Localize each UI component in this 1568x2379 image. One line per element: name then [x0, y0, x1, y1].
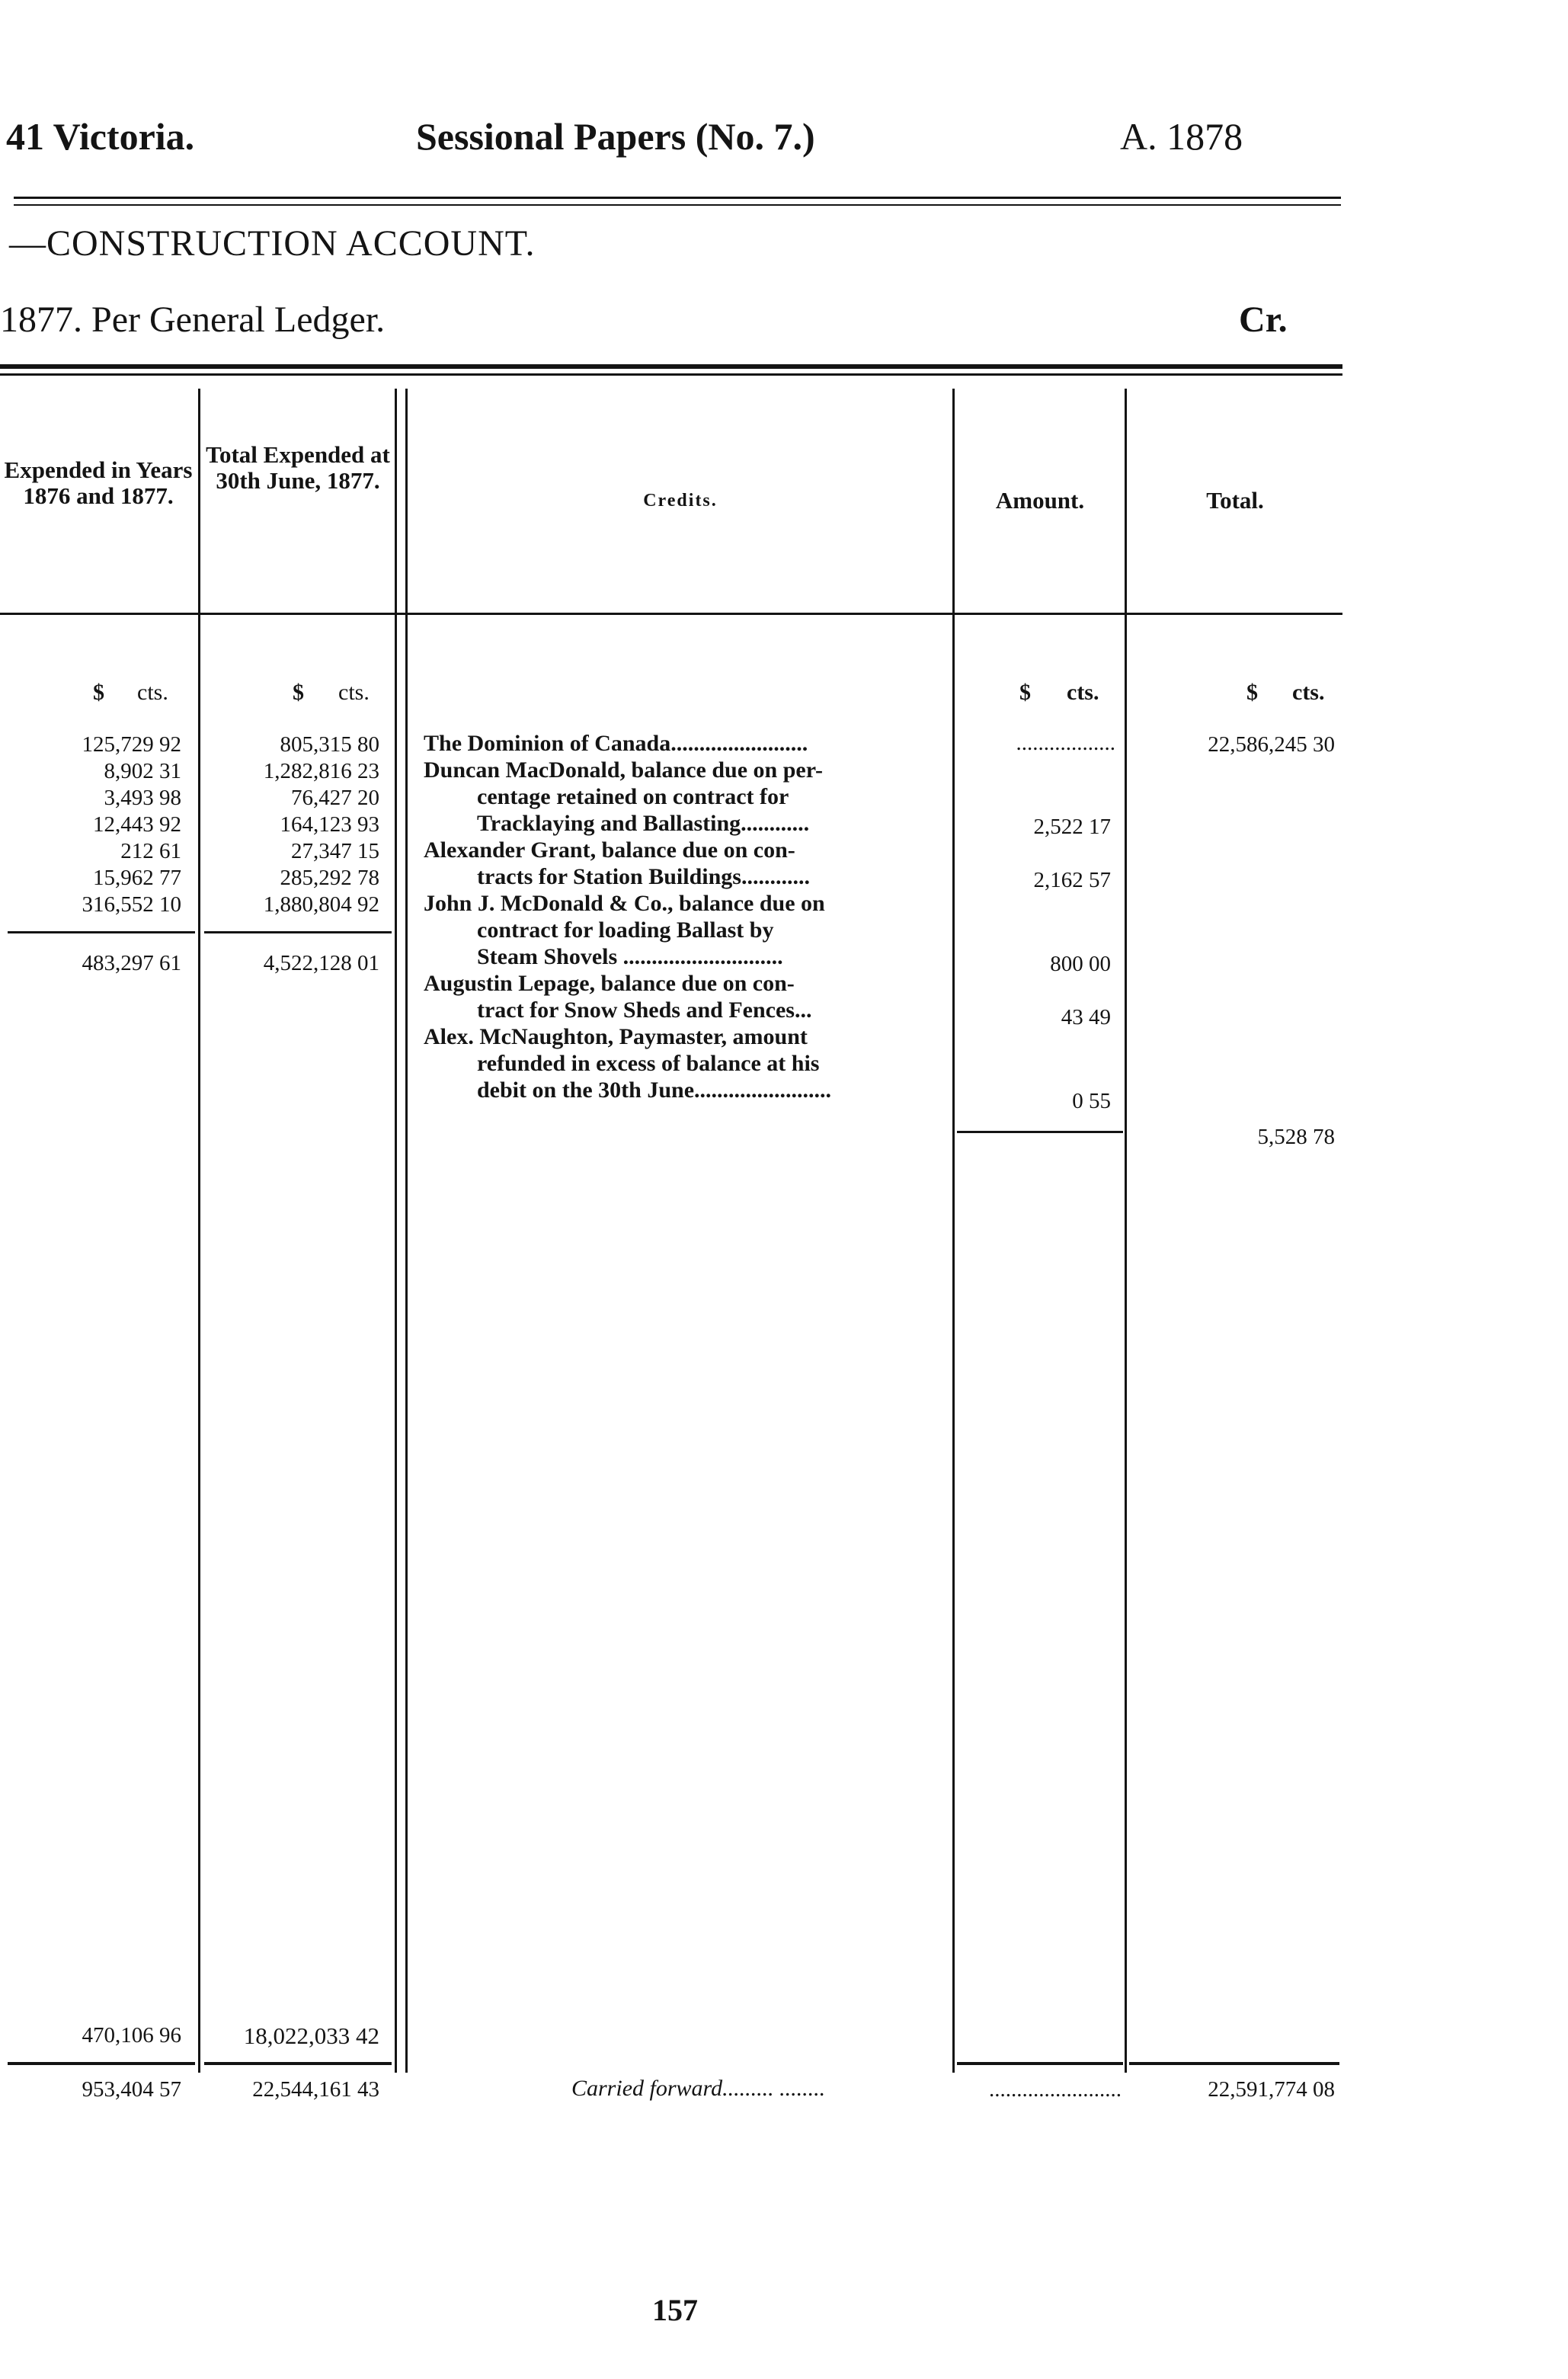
- amount-mcnaughton: 0 55: [1072, 1089, 1111, 1113]
- credit-side-label: Cr.: [1239, 299, 1288, 340]
- title-rule-thin: [0, 373, 1342, 376]
- header-left: 41 Victoria.: [6, 115, 195, 158]
- header-bottom-rule: [0, 613, 1342, 615]
- expended-value: 8,902 31: [104, 759, 181, 783]
- credit-line: tracts for Station Buildings............: [477, 864, 810, 889]
- ledger-subheading: 1877. Per General Ledger.: [0, 299, 386, 340]
- total-expended-value: 164,123 93: [280, 812, 379, 837]
- col-header-credits: Credits.: [643, 491, 718, 511]
- credit-line: debit on the 30th June........................: [477, 1077, 832, 1103]
- dollar-sign: $: [93, 680, 104, 705]
- total-expended-value: 27,347 15: [291, 839, 379, 863]
- credit-line: John J. McDonald & Co., balance due on: [424, 891, 825, 916]
- header-center: Sessional Papers (No. 7.): [416, 115, 815, 158]
- bottom-rule: [8, 2062, 195, 2065]
- credit-line: tract for Snow Sheds and Fences...: [477, 997, 812, 1023]
- column-rule: [198, 389, 200, 2073]
- title-rule: [0, 364, 1342, 369]
- amount-subtotal-rule: [957, 1131, 1123, 1133]
- expended-subtotal-rule: [8, 931, 195, 933]
- expended-value: 15,962 77: [93, 866, 181, 890]
- amount-mcdonald-co: 800 00: [1050, 952, 1111, 976]
- page-number: 157: [652, 2293, 698, 2327]
- expended-value: 3,493 98: [104, 786, 181, 810]
- expended-value: 316,552 10: [82, 892, 181, 917]
- total-expended-values: [201, 732, 379, 918]
- credit-line: refunded in excess of balance at his: [477, 1051, 820, 1076]
- expended-carried-forward: 953,404 57: [82, 2077, 181, 2102]
- grand-total-carried-forward: 22,591,774 08: [1208, 2077, 1335, 2102]
- expended-value: 125,729 92: [82, 732, 181, 757]
- dollar-sign: $: [293, 680, 304, 705]
- amount-lepage: 43 49: [1061, 1005, 1111, 1029]
- column-rule: [395, 389, 397, 2073]
- total-expended-value: 76,427 20: [291, 786, 379, 810]
- credit-line: contract for loading Ballast by: [477, 917, 774, 943]
- expended-values: [0, 732, 181, 918]
- cents-label: cts.: [137, 680, 168, 705]
- total-expended-subtotal: 4,522,128 01: [263, 951, 379, 975]
- column-rule: [405, 389, 408, 2073]
- total-expended-value: 1,880,804 92: [263, 892, 379, 917]
- column-rule: [1125, 389, 1127, 2073]
- amount-carried-forward: ........................: [989, 2077, 1122, 2102]
- expended-value: 12,443 92: [93, 812, 181, 837]
- credit-line: Duncan MacDonald, balance due on per-: [424, 757, 823, 783]
- credit-line: Alex. McNaughton, Paymaster, amount: [424, 1024, 808, 1049]
- credit-line: Tracklaying and Ballasting............: [477, 811, 810, 836]
- col-header-total-expended: Total Expended at 30th June, 1877.: [206, 441, 390, 494]
- col-header-amount: Amount.: [995, 487, 1085, 514]
- total-expended-value: 805,315 80: [280, 732, 379, 757]
- amount-grant: 2,162 57: [1033, 868, 1111, 892]
- expended-column-bottom: 470,106 96: [82, 2023, 181, 2048]
- total-expended-value: 285,292 78: [280, 866, 379, 890]
- account-title: —CONSTRUCTION ACCOUNT.: [9, 223, 536, 264]
- total-expended-column-bottom: 18,022,033 42: [243, 2022, 379, 2049]
- col-header-expended: Expended in Years 1876 and 1877.: [4, 456, 193, 509]
- carried-forward-label: Carried forward......... ........: [571, 2076, 826, 2101]
- header-right: A. 1878: [1120, 115, 1243, 158]
- total-dominion: 22,586,245 30: [1208, 732, 1335, 757]
- credit-line: Alexander Grant, balance due on con-: [424, 837, 795, 863]
- dollar-sign: $: [1019, 680, 1031, 705]
- credit-line: centage retained on contract for: [477, 784, 789, 809]
- bottom-rule: [1129, 2062, 1339, 2065]
- cents-label: cts.: [1067, 680, 1099, 705]
- col-header-total: Total.: [1206, 487, 1264, 514]
- header-rule-top: [14, 197, 1341, 199]
- header-rule-bottom: [14, 204, 1341, 206]
- amount-macdonald: 2,522 17: [1033, 815, 1111, 839]
- bottom-rule: [957, 2062, 1123, 2065]
- expended-subtotal: 483,297 61: [82, 951, 181, 975]
- total-expended-subtotal-rule: [204, 931, 392, 933]
- total-expended-carried-forward: 22,544,161 43: [252, 2077, 379, 2102]
- credit-line: Steam Shovels ............................: [477, 944, 783, 969]
- cents-label: cts.: [338, 680, 370, 705]
- total-expended-value: 1,282,816 23: [263, 759, 379, 783]
- expended-value: 212 61: [120, 839, 181, 863]
- credit-line: The Dominion of Canada........................: [424, 731, 808, 756]
- bottom-rule: [204, 2062, 392, 2065]
- total-credits-subtotal: 5,528 78: [1257, 1125, 1335, 1149]
- cents-label: cts.: [1292, 680, 1325, 705]
- credits-list: [424, 730, 949, 1103]
- dollar-sign: $: [1246, 680, 1258, 705]
- amount-dominion: ..................: [1016, 731, 1115, 755]
- column-rule: [952, 389, 955, 2073]
- credit-line: Augustin Lepage, balance due on con-: [424, 971, 795, 996]
